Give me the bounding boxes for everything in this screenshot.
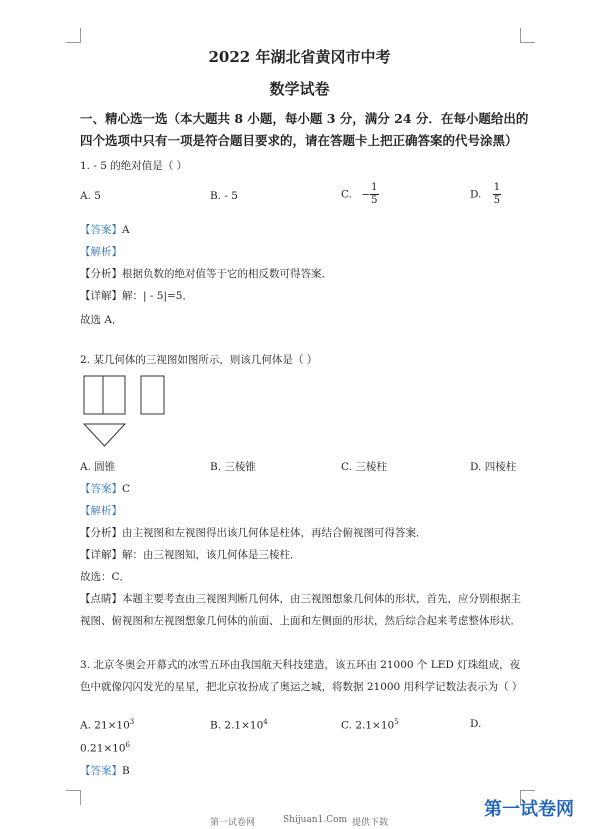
q2-fenxi: 【分析】由主视图和左视图得出该几何体是柱体，再结合俯视图可得答案． (80, 527, 427, 539)
q1-jiexi: 【解析】 (80, 246, 122, 258)
q2-option-a: A. 圆锥 (80, 461, 116, 473)
side-view (141, 376, 164, 414)
q1-xiangjie: 【详解】解：| - 5|=5． (80, 290, 193, 302)
q1-fenxi: 【分析】根据负数的绝对值等于它的相反数可得答案． (80, 268, 332, 280)
q1-option-b: B. - 5 (210, 190, 238, 202)
footer-domain[interactable]: Shijuan1.Com (283, 815, 348, 825)
exam-title: 2022 年湖北省黄冈市中考 (208, 48, 391, 66)
q2-answer: 【答案】C (80, 483, 131, 495)
q2-option-d: D. 四棱柱 (470, 461, 517, 473)
q1-answer: 【答案】A (80, 224, 130, 236)
q1-option-d-label: D. (470, 188, 482, 201)
footer-site: 第一试卷网 (210, 818, 256, 828)
q3-answer: 【答案】B (80, 765, 130, 777)
q1-option-c-fraction: $\frac{1}{5}$ (371, 182, 378, 206)
q3-option-b: B. $2.1\times 10^4$ (210, 718, 268, 732)
brand-logo: 第一试卷网 (484, 799, 574, 820)
q1-option-a: A. 5 (80, 190, 101, 202)
q2-xiangjie: 【详解】解：由三视图知，该几何体是三棱柱． (80, 549, 301, 561)
crop-mark-bottom-left (66, 790, 81, 805)
q1-option-c: C. − $\frac{1}{5}$ (341, 182, 378, 206)
q2-option-b: B. 三棱锥 (210, 461, 256, 473)
q1-option-d (470, 182, 501, 207)
q1-stem: 1. - 5 的绝对值是（ ） (80, 160, 188, 172)
q1-option-c-label: C. (341, 188, 352, 201)
q2-conclusion: 故选：C． (80, 571, 131, 583)
q1-option-d-fraction: $\frac{1}{5}$ (493, 182, 501, 206)
q3-option-d-value: $0.21\times 10^6$ (80, 741, 131, 755)
q2-dianjing: 【点睛】本题主要考查由三视图判断几何体，由三视图想象几何体的形状，首先，应分别根据主视图、俯视图和左视图想象几何体的前面、上面和左侧面的形状，然后综合起来考虑整体形状． (80, 593, 521, 627)
q3-option-d: D. (470, 718, 482, 730)
q3-option-a: A. $21\times 10^3$ (80, 718, 135, 732)
crop-mark-top-right (520, 28, 535, 43)
exam-subtitle: 数学试卷 (269, 80, 330, 98)
section-heading: 一、精心选一选（本大题共 8 小题，每小题 3 分，满分 24 分．在每小题给出的四个选项中只有一项是符合题目要求的，请在答题卡上把正确答案的代号涂黑） (80, 111, 529, 148)
q2-option-c: C. 三棱柱 (341, 461, 387, 473)
q2-stem: 2. 某几何体的三视图如图所示，则该几何体是（ ） (80, 354, 318, 366)
three-view-figure (80, 374, 170, 450)
q2-jiexi: 【解析】 (80, 505, 122, 517)
footer-note: 提供下载 (352, 818, 389, 828)
crop-mark-top-left (66, 28, 81, 43)
top-view (84, 424, 125, 446)
q1-conclusion: 故选 A． (80, 314, 123, 326)
front-view (84, 376, 125, 414)
q3-stem: 3. 北京冬奥会开幕式的冰雪五环由我国航天科技建造，该五环由 21000 个 LED 灯珠组成，夜色中就像闪闪发光的星星，把北京妆扮成了奥运之城，将数据 21000 用科学记数法表示为（ ） (80, 659, 523, 693)
q3-option-c: C. $2.1\times 10^5$ (341, 718, 399, 732)
